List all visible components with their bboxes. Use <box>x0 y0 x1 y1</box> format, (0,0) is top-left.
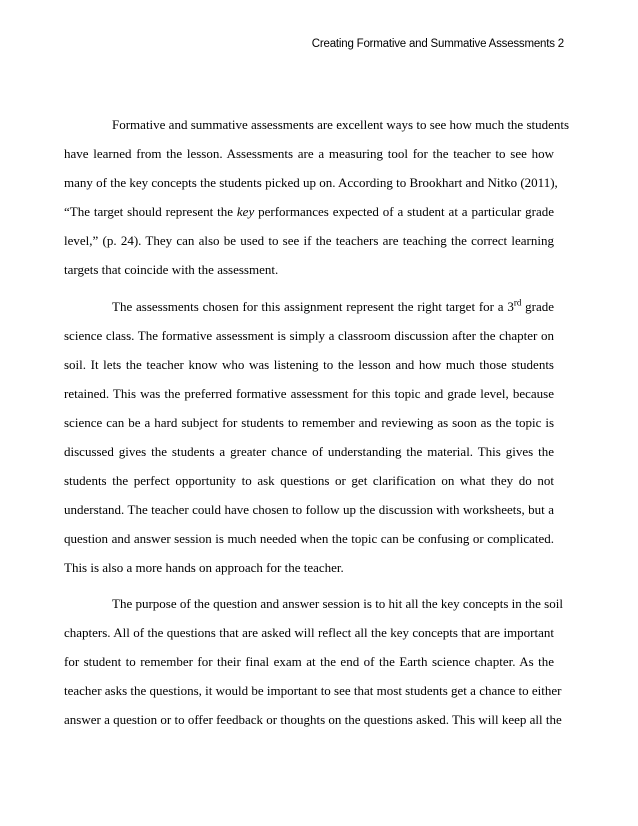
line-segment: performances expected of a student at a particular grade <box>254 204 554 219</box>
superscript: rd <box>513 297 522 308</box>
paragraph-line: science class. The formative assessment is simply a classroom discussion after the chapter on <box>64 328 554 343</box>
paragraph-line: level,” (p. 24). They can also be used to see if the teachers are teaching the correct learning <box>64 233 554 248</box>
paragraph-line: discussed gives the students a greater chance of understanding the material. This gives the <box>64 444 554 459</box>
paragraph-line: targets that coincide with the assessment. <box>64 262 279 277</box>
paragraph-line: have learned from the lesson. Assessments are a measuring tool for the teacher to see how <box>64 146 554 161</box>
paragraph-line: science can be a hard subject for students to remember and reviewing as soon as the topic is <box>64 415 554 430</box>
paragraph-line: chapters. All of the questions that are asked will reflect all the key concepts that are important <box>64 625 554 640</box>
paragraph-line: This is also a more hands on approach for the teacher. <box>64 560 344 575</box>
paragraph-line: Formative and summative assessments are excellent ways to see how much the students <box>112 117 570 132</box>
paragraph-line: The purpose of the question and answer session is to hit all the key concepts in the soil <box>112 596 563 611</box>
paragraph-line <box>112 298 554 316</box>
line-segment: The assessments chosen for this assignment represent the right target for a 3 <box>112 299 514 314</box>
paragraph-line: teacher asks the questions, it would be important to see that most students get a chance to either <box>64 683 562 698</box>
paragraph-line: question and answer session is much needed when the topic can be confusing or complicated. <box>64 531 554 546</box>
paragraph-line: understand. The teacher could have chosen to follow up the discussion with worksheets, but a <box>64 502 554 517</box>
running-head: Creating Formative and Summative Assessments 2 <box>311 38 564 50</box>
line-segment: grade <box>521 299 554 314</box>
paragraph-line: soil. It lets the teacher know who was listening to the lesson and how much those students <box>64 357 554 372</box>
paragraph-line: answer a question or to offer feedback or thoughts on the questions asked. This will keep all the <box>64 712 562 727</box>
paragraph-line: for student to remember for their final exam at the end of the Earth science chapter. As the <box>64 654 554 669</box>
emphasized-word: key <box>236 204 255 219</box>
paragraph-line <box>64 203 554 221</box>
paragraph-line: students the perfect opportunity to ask questions or get clarification on what they do not <box>64 473 554 488</box>
paragraph-line: retained. This was the preferred formative assessment for this topic and grade level, because <box>64 386 554 401</box>
paragraph-line: many of the key concepts the students picked up on. According to Brookhart and Nitko (2011), <box>64 175 558 190</box>
line-segment: “The target should represent the <box>64 204 237 219</box>
